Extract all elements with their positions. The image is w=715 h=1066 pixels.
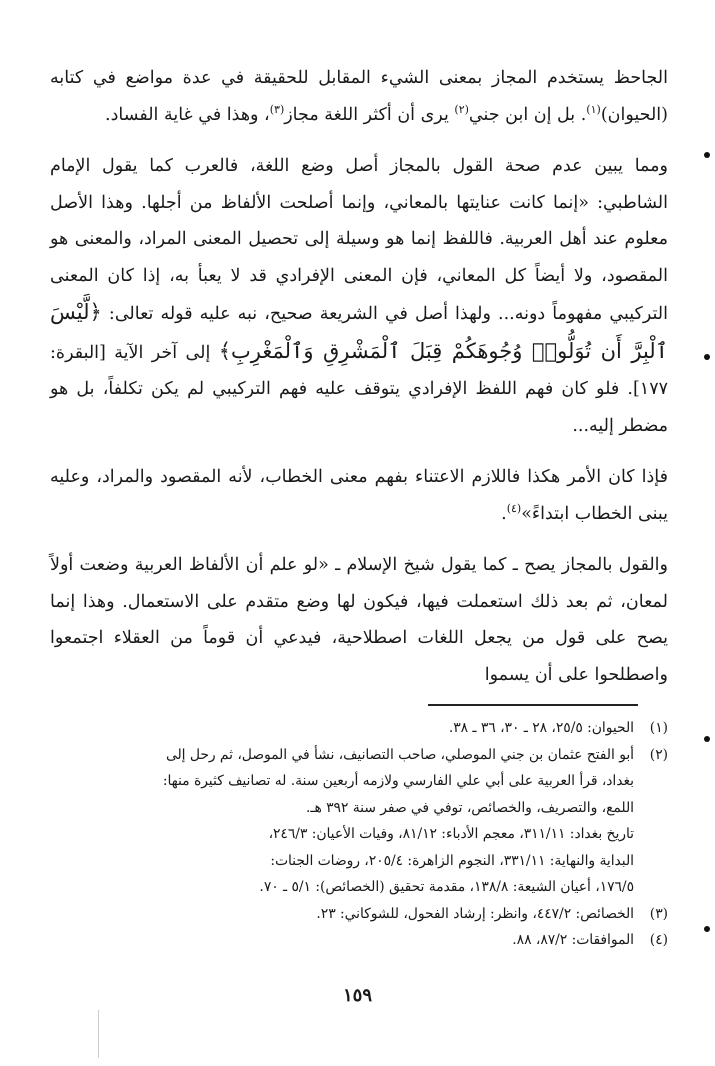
- paragraph-3-text: فإذا كان الأمر هكذا فاللازم الاعتناء بفهم معنى الخطاب، لأنه المقصود والمراد، وعليه يبنى الخطاب ابتداءً»: [50, 467, 668, 524]
- paragraph-2: [50, 148, 668, 444]
- paragraph-1-text-d: ، وهذا في غاية الفساد.: [105, 104, 270, 125]
- footnote-ref-1[interactable]: (١): [586, 102, 601, 116]
- paragraph-2-text: ومما يبين عدم صحة القول بالمجاز أصل وضع اللغة، فالعرب كما يقول الإمام الشاطبي: «إنما كانت عنايتها بالمعاني، وإنما أصلحت الألفاظ من أجلها. وهذا الأصل معلوم عند أهل العربية. فاللفظ إنما هو وسيلة إلى تحصيل المعنى المراد، والمعنى هو المقصود، ولا أيضاً كل المعاني، فإن المعنى الإفرادي قد لا يعبأ به، إذا كان المعنى التركيبي مفهوماً دونه... ولهذا أصل في الشريعة صحيح، نبه عليه قوله تعالى:: [50, 156, 668, 324]
- margin-mark: [704, 152, 710, 158]
- footnote-2: [50, 742, 668, 769]
- margin-mark: [704, 354, 710, 360]
- footnote-4: [50, 927, 668, 954]
- footnote-line: تاريخ بغداد: ٣١١/١١، معجم الأدباء: ٨١/١٢، وفيات الأعيان: ٢٤٦/٣،: [268, 826, 634, 842]
- footnote-line: الخصائص: ٤٤٧/٢، وانظر: إرشاد الفحول، للشوكاني: ٢٣.: [316, 905, 634, 922]
- margin-mark: [704, 736, 710, 742]
- paragraph-4-text: والقول بالمجاز يصح ـ كما يقول شيخ الإسلام ـ «لو علم أن الألفاظ العربية وضعت أولاً لمعان، ثم بعد ذلك استعملت فيها، فيكون لها وضع متقدم على الاستعمال. وهذا إنما يصح على قول من يجعل اللغات اصطلاحية، فيدعي أن قوماً من العقلاء اجتمعوا واصطلحوا على أن يسموا: [50, 555, 668, 685]
- paragraph-3-end: .: [501, 503, 507, 524]
- footnote-line: ١٧٦/٥، أعيان الشيعة: ١٣٨/٨، مقدمة تحقيق (الخصائص): ٥/١ ـ ٧٠.: [259, 879, 634, 895]
- footnote-1: [50, 715, 668, 742]
- footnote-ref-4[interactable]: (٤): [506, 501, 522, 515]
- paragraph-4: [50, 547, 668, 693]
- main-text: [50, 60, 668, 693]
- footnotes: [50, 715, 668, 954]
- paragraph-1-text-b: . بل إن ابن جني: [468, 104, 587, 125]
- paragraph-1-text-c: يرى أن أكثر اللغة مجاز: [284, 104, 455, 125]
- footnote-ref-3[interactable]: (٣): [269, 102, 285, 116]
- footnote-number: (١): [649, 720, 668, 736]
- footnote-line: البداية والنهاية: ٣٣١/١١، النجوم الزاهرة: ٢٠٥/٤، روضات الجنات:: [270, 852, 634, 869]
- footnote-ref-2[interactable]: (٢): [454, 102, 469, 116]
- footnote-line: الحيوان: ٢٥/٥، ٢٨ ـ ٣٠، ٣٦ ـ ٣٨.: [448, 720, 634, 736]
- scan-artifact-line: [98, 1010, 99, 1058]
- quran-verse: ﴿لَّيْسَ ٱلْبِرَّ أَن تُوَلُّوا۟ وُجُوهَكُمْ قِبَلَ ٱلْمَشْرِقِ وَٱلْمَغْرِبِ﴾: [50, 300, 668, 363]
- footnote-line: أبو الفتح عثمان بن جني الموصلي، صاحب التصانيف، نشأ في الموصل، ثم رحل إلى: [165, 746, 634, 763]
- paragraph-1: [50, 60, 668, 133]
- footnote-number: (٣): [649, 905, 668, 922]
- footnote-number: (٢): [649, 746, 668, 763]
- footnote-line: بغداد، قرأ العربية على أبي علي الفارسي ولازمه أربعين سنة. له تصانيف كثيرة منها:: [162, 773, 634, 789]
- footnote-3: [50, 901, 668, 928]
- footnote-line: اللمع، والتصريف، والخصائص، توفي في صفر سنة ٣٩٢ هـ.: [306, 799, 634, 816]
- paragraph-2-text-b: إلى آخر الآية [البقرة: ١٧٧]. فلو كان فهم اللفظ الإفرادي يتوقف عليه فهم التركيبي لم يكن تكلفاً، بل هو مضطر إليه...: [50, 342, 668, 436]
- footnote-line: الموافقات: ٨٧/٢، ٨٨.: [512, 932, 634, 948]
- paragraph-1-text: الجاحظ يستخدم المجاز بمعنى الشيء المقابل للحقيقة في عدة مواضع في كتابه (الحيوان): [50, 68, 668, 125]
- paragraph-3: [50, 459, 668, 532]
- margin-mark: [704, 926, 710, 932]
- footnote-number: (٤): [649, 932, 668, 948]
- footnote-separator: [428, 704, 638, 706]
- page-number: ١٥٩: [342, 985, 372, 1006]
